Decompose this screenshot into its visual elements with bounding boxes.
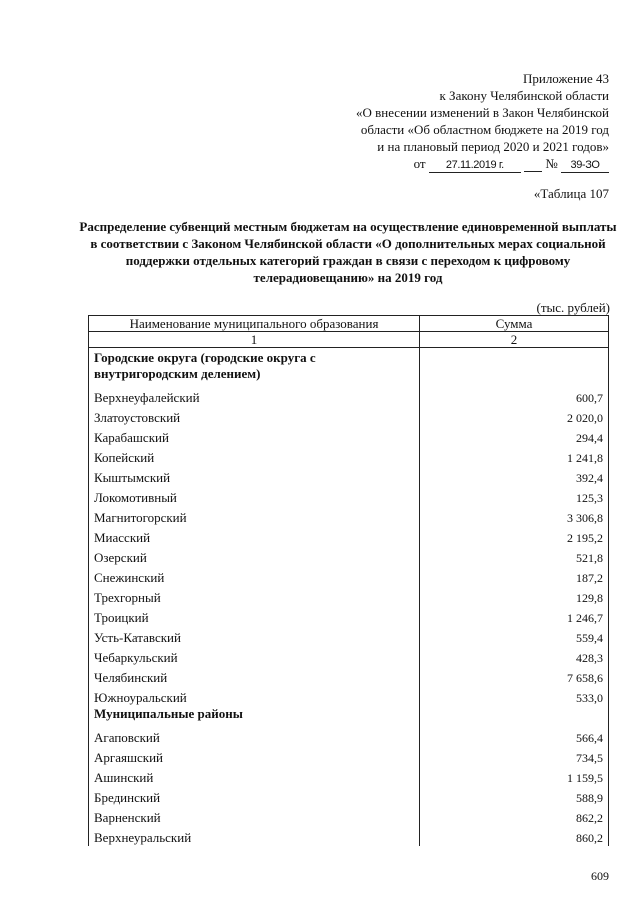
municipality-name: Снежинский [89, 566, 420, 586]
amount-value: 734,5 [576, 751, 603, 765]
section-title: Муниципальные районы [89, 706, 420, 726]
table-row [89, 606, 609, 626]
column-header-name: Наименование муниципального образования [89, 316, 420, 332]
amount-value: 1 241,8 [567, 451, 603, 465]
table-row [89, 526, 609, 546]
amount-value: 294,4 [576, 431, 603, 445]
municipality-name: Златоустовский [89, 406, 420, 426]
amount-value: 559,4 [576, 631, 603, 645]
table-reference: «Таблица 107 [533, 186, 609, 201]
subvention-amount [420, 386, 609, 406]
column-header-sum: Сумма [420, 316, 609, 332]
subvention-amount [420, 626, 609, 646]
table-row [89, 466, 609, 486]
subvention-amount [420, 786, 609, 806]
table-row [89, 646, 609, 666]
subvention-amount [420, 666, 609, 686]
column-number-1: 1 [89, 332, 420, 348]
table-row [89, 426, 609, 446]
subvention-amount [420, 446, 609, 466]
municipality-name: Верхнеуральский [89, 826, 420, 846]
subvention-amount [420, 426, 609, 446]
document-title: Распределение субвенций местным бюджетам на осуществление единовременной выплаты в соответствии с Законом Челябинской области «О дополнительных мерах социальной поддержки отдельных категорий граждан в связи с переходом к цифровому телерадиовещанию» на 2019 год [79, 219, 617, 285]
table-column-numbers-row [89, 332, 609, 348]
table-row [89, 626, 609, 646]
municipality-name: Челябинский [89, 666, 420, 686]
amount-value: 600,7 [576, 391, 603, 405]
column-number-2: 2 [420, 332, 609, 348]
amount-value: 862,2 [576, 811, 603, 825]
table-row [89, 766, 609, 786]
table-row [89, 506, 609, 526]
municipality-name: Усть-Катавский [89, 626, 420, 646]
section-empty-cell [420, 348, 609, 387]
subvention-amount [420, 826, 609, 846]
table-row [89, 686, 609, 706]
amount-value: 125,3 [576, 491, 603, 505]
subvention-amount [420, 466, 609, 486]
amount-value: 521,8 [576, 551, 603, 565]
table-row [89, 546, 609, 566]
table-row [89, 666, 609, 686]
municipality-name: Брединский [89, 786, 420, 806]
from-label: от [413, 156, 426, 171]
subvention-amount [420, 486, 609, 506]
section-empty-cell [420, 706, 609, 726]
appendix-date-line [289, 155, 609, 173]
subvention-amount [420, 726, 609, 746]
amount-value: 588,9 [576, 791, 603, 805]
subvention-amount [420, 686, 609, 706]
subvention-amount [420, 806, 609, 826]
subvention-amount [420, 526, 609, 546]
amount-value: 428,3 [576, 651, 603, 665]
date-underline-gap [524, 157, 542, 172]
appendix-law-ref: к Закону Челябинской области [439, 88, 609, 103]
table-row [89, 786, 609, 806]
section-header-row [89, 348, 609, 387]
municipality-name: Трехгорный [89, 586, 420, 606]
municipality-name: Агаповский [89, 726, 420, 746]
table-row [89, 486, 609, 506]
subvention-amount [420, 646, 609, 666]
amount-value: 3 306,8 [567, 511, 603, 525]
table-row [89, 826, 609, 846]
municipality-name: Троицкий [89, 606, 420, 626]
municipality-name: Карабашский [89, 426, 420, 446]
subvention-amount [420, 606, 609, 626]
municipality-name: Аргаяшский [89, 746, 420, 766]
page-number: 609 [591, 869, 609, 883]
appendix-law-title-2: области «Об областном бюджете на 2019 год [360, 122, 609, 137]
table-row [89, 446, 609, 466]
units-note: (тыс. рублей) [536, 300, 610, 315]
table-row [89, 806, 609, 826]
law-number: 39-ЗО [561, 158, 609, 173]
section-title: Городские округа (городские округа с внутригородским делением) [89, 348, 420, 387]
subvention-amount [420, 406, 609, 426]
appendix-law-title-1: «О внесении изменений в Закон Челябинской [355, 105, 609, 120]
municipality-name: Магнитогорский [89, 506, 420, 526]
subvention-amount [420, 546, 609, 566]
subvention-amount [420, 586, 609, 606]
table-header-row [89, 316, 609, 332]
table-row [89, 746, 609, 766]
table-row [89, 566, 609, 586]
subvention-table [88, 315, 609, 846]
section-header-row [89, 706, 609, 726]
amount-value: 1 246,7 [567, 611, 603, 625]
amount-value: 533,0 [576, 691, 603, 705]
municipality-name: Чебаркульский [89, 646, 420, 666]
amount-value: 187,2 [576, 571, 603, 585]
law-date: 27.11.2019 г. [429, 158, 521, 173]
municipality-name: Верхнеуфалейский [89, 386, 420, 406]
municipality-name: Варненский [89, 806, 420, 826]
subvention-amount [420, 566, 609, 586]
amount-value: 2 195,2 [567, 531, 603, 545]
municipality-name: Миасский [89, 526, 420, 546]
table-row [89, 386, 609, 406]
amount-value: 1 159,5 [567, 771, 603, 785]
amount-value: 7 658,6 [567, 671, 603, 685]
table-row [89, 586, 609, 606]
amount-value: 2 020,0 [567, 411, 603, 425]
number-label: № [545, 156, 558, 171]
subvention-amount [420, 506, 609, 526]
municipality-name: Локомотивный [89, 486, 420, 506]
municipality-name: Копейский [89, 446, 420, 466]
appendix-number: Приложение 43 [522, 71, 609, 86]
table-row [89, 406, 609, 426]
subvention-amount [420, 746, 609, 766]
municipality-name: Озерский [89, 546, 420, 566]
appendix-header [289, 70, 609, 173]
amount-value: 860,2 [576, 831, 603, 845]
appendix-law-title-3: и на плановый период 2020 и 2021 годов» [377, 139, 609, 154]
amount-value: 129,8 [576, 591, 603, 605]
subvention-amount [420, 766, 609, 786]
amount-value: 392,4 [576, 471, 603, 485]
amount-value: 566,4 [576, 731, 603, 745]
municipality-name: Южноуральский [89, 686, 420, 706]
table-row [89, 726, 609, 746]
municipality-name: Ашинский [89, 766, 420, 786]
municipality-name: Кыштымский [89, 466, 420, 486]
